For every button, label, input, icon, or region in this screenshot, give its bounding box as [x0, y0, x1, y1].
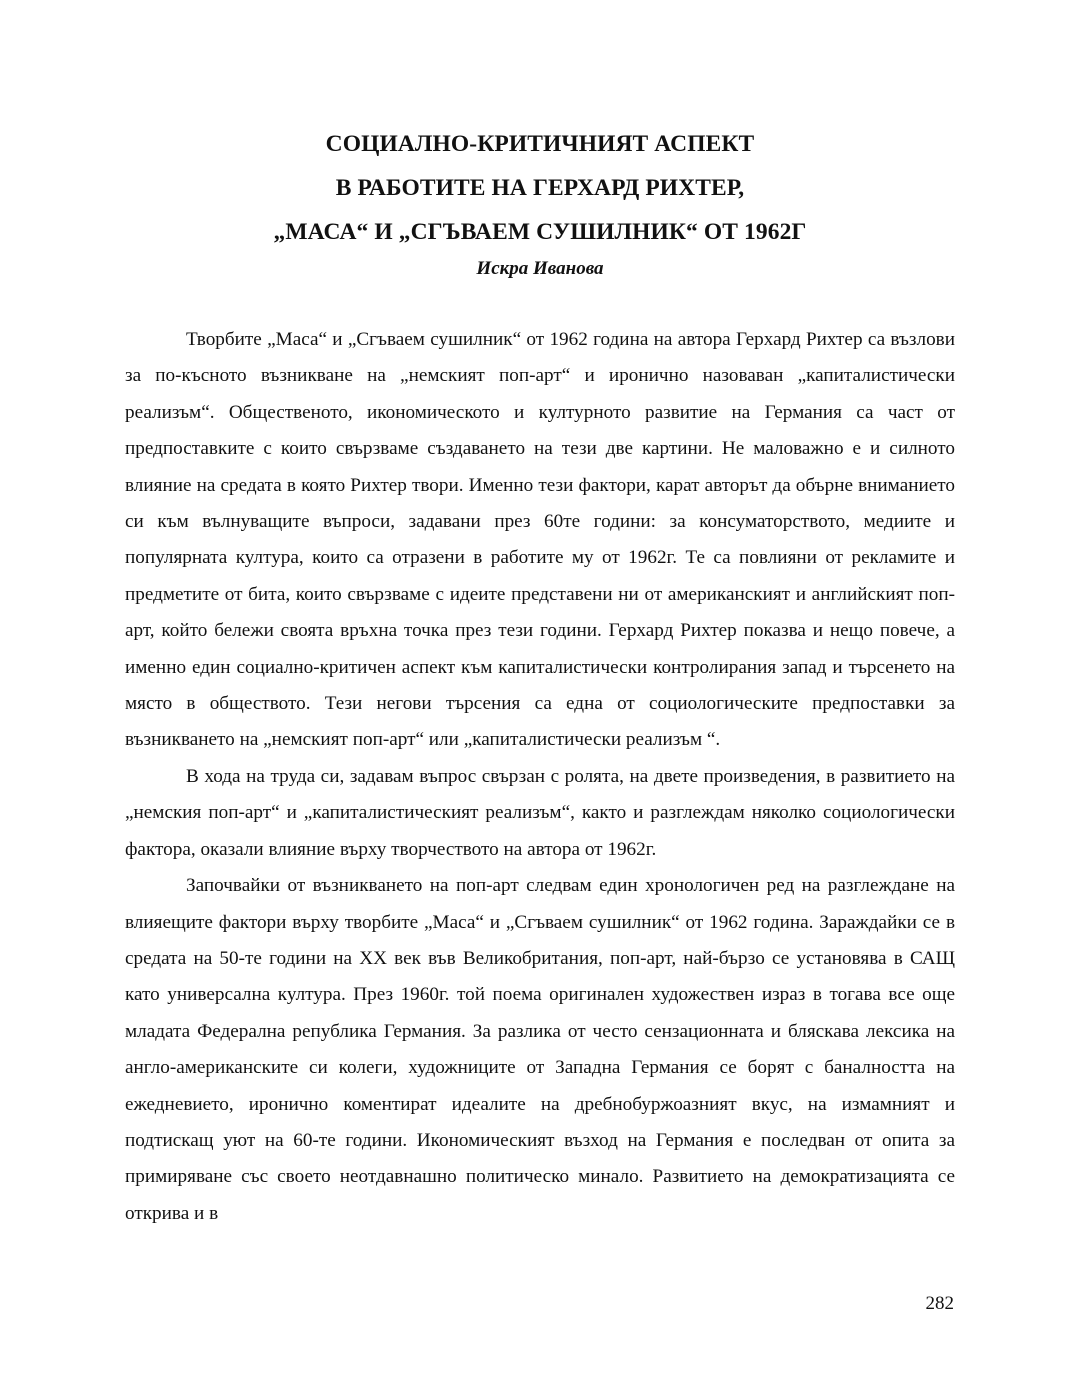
body-text [125, 322, 955, 1232]
title-line: СОЦИАЛНО-КРИТИЧНИЯТ АСПЕКТ [325, 131, 755, 157]
paragraph: Творбите „Маса“ и „Сгъваем сушилник“ от 1962 година на автора Герхард Рихтер са възлови за по-късното възникване на „немският поп-арт“ и иронично назоваван „капиталистически реализъм“. Общественото, икономическото и културното развитие на Германия са част от предпоставките с които свързваме създаването на тези две картини. Не маловажно е и силното влияние на средата в която Рихтер твори. Именно тези фактори, карат авторът да обърне вниманието си към вълнуващите въпроси, задавани през 60те години: за консуматорството, медиите и популярната култура, които са отразени в работите му от 1962г. Те са повлияни от рекламите и предметите от бита, които свързваме с идеите представени ни от американският и английският поп-арт, който бележи своята връхна точка през тези години. Герхард Рихтер показва и нещо повече, а именно един социално-критичен аспект към капиталистически контролирания запад и търсенето на място в обществото. Тези негови търсения са една от социологическите предпоставки за възникването на „немският поп-арт“ или „капиталистически реализъм “. [125, 329, 955, 751]
author-name: Искра Иванова [476, 258, 604, 279]
paragraph: Започвайки от възникването на поп-арт следвам един хронологичен ред на разглеждане на влияещите фактори върху творбите „Маса“ и „Сгъваем сушилник“ от 1962 година. Зараждайки се в средата на 50-те години на XX век във Великобритания, поп-арт, най-бързо се установява в САЩ като универсална култура. През 1960г. той поема оригинален художествен израз в тогава все още младата Федерална република Германия. За разлика от често сензационната и бляскава лексика на англо-американските си колеги, художниците от Западна Германия се борят с баналността на ежедневието, иронично коментират идеалите на дребнобуржоазният вкус, на измамният и подтискащ уют на 60-те години. Икономическият възход на Германия е последван от опита за примиряване със своето неотдавнашно политическо минало. Развитието на демократизацията се открива и в [125, 875, 955, 1224]
page-number: 282 [925, 1293, 954, 1314]
title-line: „МАСА“ И „СГЪВАЕМ СУШИЛНИК“ ОТ 1962Г [273, 219, 807, 245]
paragraph: В хода на труда си, задавам въпрос свързан с ролята, на двете произведения, в развитието на „немския поп-арт“ и „капиталистическият реализъм“, както и разглеждам няколко социологически фактора, оказали влияние върху творчеството на автора от 1962г. [125, 765, 955, 860]
title-line: В РАБОТИТЕ НА ГЕРХАРД РИХТЕР, [335, 175, 745, 201]
title-block [125, 122, 955, 284]
